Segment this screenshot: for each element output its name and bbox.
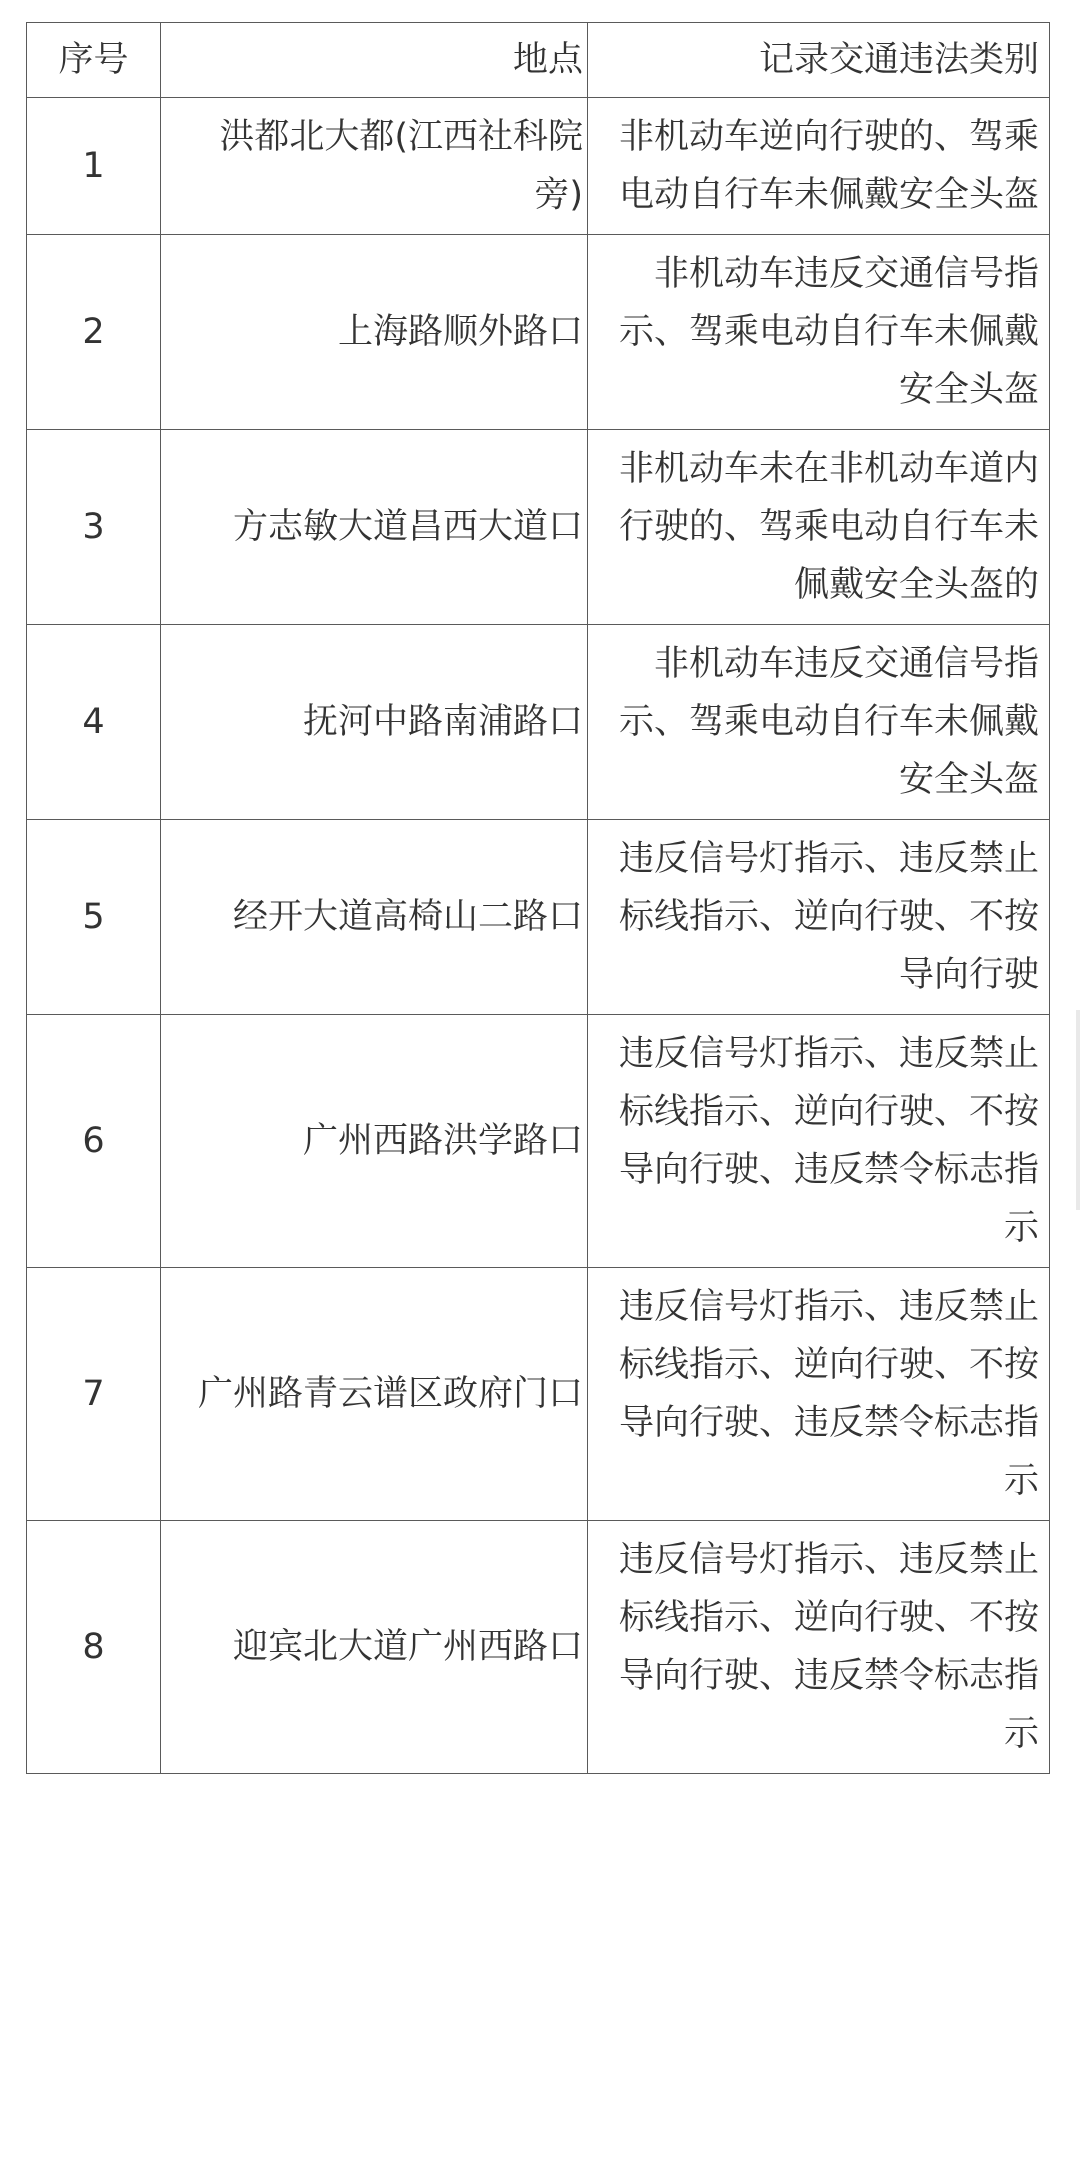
table-row bbox=[27, 98, 1050, 235]
row-location: 上海路顺外路口 bbox=[161, 235, 588, 430]
row-category: 违反信号灯指示、违反禁止标线指示、逆向行驶、不按导向行驶、违反禁令标志指示 bbox=[588, 1015, 1050, 1268]
table-row bbox=[27, 820, 1050, 1015]
row-location: 经开大道高椅山二路口 bbox=[161, 820, 588, 1015]
row-category: 违反信号灯指示、违反禁止标线指示、逆向行驶、不按导向行驶、违反禁令标志指示 bbox=[588, 1268, 1050, 1521]
table-header-row bbox=[27, 23, 1050, 98]
row-category: 非机动车违反交通信号指示、驾乘电动自行车未佩戴安全头盔 bbox=[588, 625, 1050, 820]
row-number: 1 bbox=[27, 98, 161, 235]
row-number: 4 bbox=[27, 625, 161, 820]
row-category: 非机动车未在非机动车道内行驶的、驾乘电动自行车未佩戴安全头盔的 bbox=[588, 430, 1050, 625]
row-location: 广州路青云谱区政府门口 bbox=[161, 1268, 588, 1521]
row-number: 7 bbox=[27, 1268, 161, 1521]
header-category: 记录交通违法类别 bbox=[588, 23, 1050, 98]
table-row bbox=[27, 1268, 1050, 1521]
row-number: 6 bbox=[27, 1015, 161, 1268]
row-category: 违反信号灯指示、违反禁止标线指示、逆向行驶、不按导向行驶 bbox=[588, 820, 1050, 1015]
table-row bbox=[27, 1521, 1050, 1774]
row-number: 8 bbox=[27, 1521, 161, 1774]
table-row bbox=[27, 235, 1050, 430]
row-location: 广州西路洪学路口 bbox=[161, 1015, 588, 1268]
row-number: 2 bbox=[27, 235, 161, 430]
table-row bbox=[27, 625, 1050, 820]
row-number: 5 bbox=[27, 820, 161, 1015]
scrollbar[interactable] bbox=[1076, 1010, 1080, 1210]
row-location: 迎宾北大道广州西路口 bbox=[161, 1521, 588, 1774]
row-category: 违反信号灯指示、违反禁止标线指示、逆向行驶、不按导向行驶、违反禁令标志指示 bbox=[588, 1521, 1050, 1774]
header-location: 地点 bbox=[161, 23, 588, 98]
row-location: 方志敏大道昌西大道口 bbox=[161, 430, 588, 625]
header-no: 序号 bbox=[27, 23, 161, 98]
row-category: 非机动车违反交通信号指示、驾乘电动自行车未佩戴安全头盔 bbox=[588, 235, 1050, 430]
violation-location-table bbox=[26, 22, 1050, 1774]
table-row bbox=[27, 430, 1050, 625]
row-category: 非机动车逆向行驶的、驾乘电动自行车未佩戴安全头盔 bbox=[588, 98, 1050, 235]
row-location: 洪都北大都(江西社科院旁) bbox=[161, 98, 588, 235]
table-row bbox=[27, 1015, 1050, 1268]
row-location: 抚河中路南浦路口 bbox=[161, 625, 588, 820]
row-number: 3 bbox=[27, 430, 161, 625]
